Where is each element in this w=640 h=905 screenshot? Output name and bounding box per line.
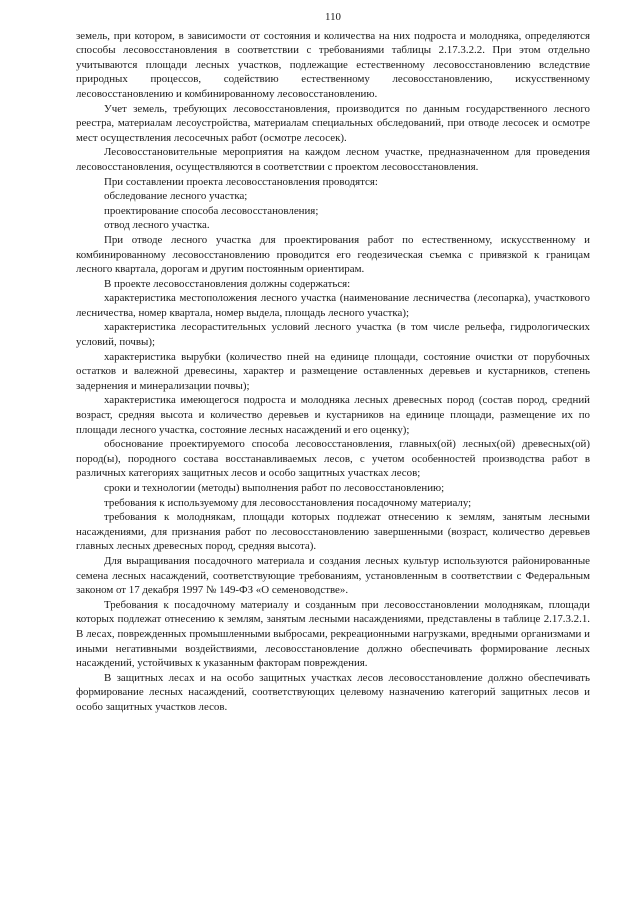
- paragraph-land-accounting: Учет земель, требующих лесовосстановления, производится по данным государственного лесного реестра, материалам лесоустройства, материалам специальных обследований, при отводе лесосек и осмотре мест осуществления лесосечных работ (осмотре лесосек).: [76, 102, 590, 144]
- list-item-allotment: отвод лесного участка.: [104, 219, 210, 232]
- paragraph-requirements-table: Требования к посадочному материалу и созданным при лесовосстановлении молоднякам, площади которых подлежат отнесению к землям, занятым лесными насаждениями, представлены в таблице 2.17.3.2.1. В лесах, поврежденных промышленными выбросами, рекреационными нагрузками, вредными организмами и иными негативными воздействиями, лесовосстановление должно обеспечивать формирование лесных насаждений, устойчивых к указанным факторам повреждения.: [76, 598, 590, 670]
- list-item-young-stands: требования к молоднякам, площади которых подлежат отнесению к землям, занятым лесными насаждениями, для признания работ по лесовосстановлению завершенными (возраст, количество деревьев главных лесных древесных пород, средняя высота).: [76, 511, 590, 553]
- list-item-justification: обоснование проектируемого способа лесовосстановления, главных(ой) лесных(ой) древесных(ой) пород(ы), породного состава восстанавливаемых лесов, с учетом особенностей производства работ в различных категориях защитных лесов и особо защитных участках лесов;: [76, 438, 590, 480]
- paragraph-geodetic-survey: При отводе лесного участка для проектирования работ по естественному, искусственному и комбинированному лесовосстановлению проводится его геодезическая съемка с привязкой к границам лесного квартала, дорогам и другим постоянным ориентирам.: [76, 233, 590, 276]
- list-item-clearing: характеристика вырубки (количество пней на единице площади, состояние очистки от порубочных остатков и валежной древесины, характер и размещение оставленных деревьев и кустарников, степень задернения и минерализации почвы);: [76, 350, 590, 392]
- list-item-growing-conditions: характеристика лесорастительных условий лесного участка (в том числе рельефа, гидрологических условий, почвы);: [76, 321, 590, 349]
- paragraph-project-intro: При составлении проекта лесовосстановления проводятся:: [104, 175, 378, 188]
- paragraph-protective-forests: В защитных лесах и на особо защитных участках лесов лесовосстановление должно обеспечивать формирование лесных насаждений, соответствующих целевому назначению категорий защитных лесов и особо защитных участков лесов.: [76, 671, 590, 713]
- paragraph-project-contents-intro: В проекте лесовосстановления должны содержаться:: [104, 277, 351, 290]
- list-item-location: характеристика местоположения лесного участка (наименование лесничества (лесопарка), участкового лесничества, номер квартала, номер выдела, площадь лесного участка);: [76, 292, 590, 319]
- paragraph-seeds: Для выращивания посадочного материала и создания лесных культур используются районированные семена лесных насаждений, соответствующие требованиям, установленным в соответствии с Федеральным законом от 17 декабря 1997 № 149-ФЗ «О семеноводстве».: [76, 554, 590, 597]
- list-item-planting-material: требования к используемому для лесовосстановления посадочному материалу;: [104, 496, 472, 509]
- page-number: 110: [325, 11, 341, 23]
- list-item-undergrowth: характеристика имеющегося подроста и молодняка лесных древесных пород (состав пород, средний возраст, средняя высота и количество деревьев и кустарников на единице площади, размещение их по площади лесного участка, состояние лесных насаждений и его оценку);: [76, 394, 590, 436]
- list-item-survey: обследование лесного участка;: [104, 190, 248, 203]
- paragraph-land-definition: земель, при котором, в зависимости от состояния и количества на них подроста и молодняка, определяются способы лесовосстановления в соответствии с требованиями таблицы 2.17.3.2.2. При этом отдельно учитываются площади лесных участков, подлежащие естественному лесовосстановлению вследствие природных процессов, содействию естественному лесовосстановлению, искусственному лесовосстановлению и комбинированному лесовосстановлению.: [76, 29, 590, 100]
- list-item-timing: сроки и технологии (методы) выполнения работ по лесовосстановлению;: [104, 482, 445, 494]
- paragraph-reforestation-measures: Лесовосстановительные мероприятия на каждом лесном участке, предназначенном для проведения лесовосстановления, осуществляются в соответствии с проектом лесовосстановления.: [76, 146, 590, 173]
- list-item-method-design: проектирование способа лесовосстановления;: [104, 204, 319, 217]
